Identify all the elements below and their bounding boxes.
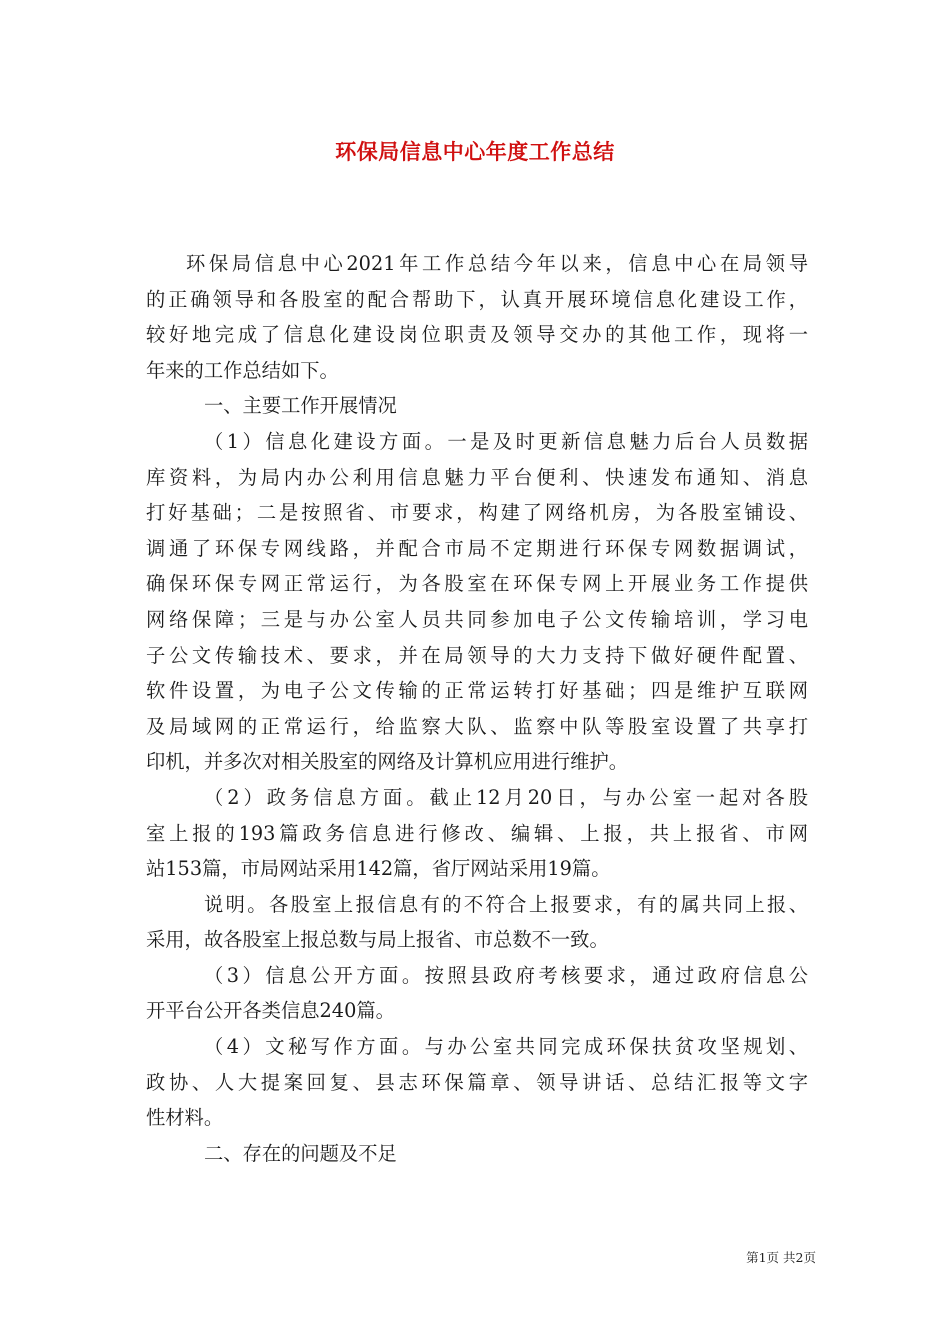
text-line: 说明。各股室上报信息有的不符合上报要求，有的属共同上报、 [204, 892, 808, 916]
text-line: 年来的工作总结如下。 [146, 358, 339, 382]
text-line: 库资料，为局内办公利用信息魅力平台便利、快速发布通知、消息 [146, 465, 808, 489]
page-number: 第1页 共2页 [746, 1250, 816, 1265]
text-line: （1）信息化建设方面。一是及时更新信息魅力后台人员数据 [204, 429, 808, 453]
item-2-paragraph [146, 780, 808, 887]
item-4-paragraph [146, 1029, 808, 1136]
item-3-paragraph [146, 958, 808, 1029]
text-line: 较好地完成了信息化建设岗位职责及领导交办的其他工作，现将一 [146, 323, 808, 347]
text-line: 的正确领导和各股室的配合帮助下，认真开展环境信息化建设工作， [146, 287, 808, 311]
text-line: 子公文传输技术、要求，并在局领导的大力支持下做好硬件配置、 [146, 643, 808, 667]
text-line: （3）信息公开方面。按照县政府考核要求，通过政府信息公 [204, 963, 808, 987]
text-line: 软件设置，为电子公文传输的正常运转打好基础；四是维护互联网 [146, 679, 808, 703]
text-line: 环保局信息中心2021年工作总结今年以来，信息中心在局领导 [186, 252, 808, 275]
text-line: 及局域网的正常运行，给监察大队、监察中队等股室设置了共享打 [146, 714, 808, 738]
text-line: 印机，并多次对相关股室的网络及计算机应用进行维护。 [146, 750, 629, 774]
text-line: 站153篇，市局网站采用142篇，省厅网站采用19篇。 [146, 857, 611, 881]
text-line: （2）政务信息方面。截止12月20日，与办公室一起对各股 [204, 785, 808, 809]
note-paragraph [146, 887, 808, 958]
text-line: 网络保障；三是与办公室人员共同参加电子公文传输培训，学习电 [146, 607, 808, 631]
text-line: （4）文秘写作方面。与办公室共同完成环保扶贫攻坚规划、 [204, 1035, 808, 1059]
text-line: 打好基础；二是按照省、市要求，构建了网络机房，为各股室铺设、 [146, 501, 808, 525]
text-line: 政协、人大提案回复、县志环保篇章、领导讲话、总结汇报等文字 [146, 1070, 808, 1094]
section-heading-1: 一、主要工作开展情况 [204, 394, 397, 418]
intro-paragraph [146, 246, 808, 388]
text-line: 性材料。 [146, 1106, 224, 1130]
text-line: 室上报的193篇政务信息进行修改、编辑、上报，共上报省、市网 [146, 821, 808, 845]
text-line: 开平台公开各类信息240篇。 [146, 999, 395, 1023]
item-1-paragraph [146, 424, 808, 780]
text-line: 调通了环保专网线路，并配合市局不定期进行环保专网数据调试， [146, 536, 808, 560]
document-title: 环保局信息中心年度工作总结 [335, 140, 615, 164]
document-body [146, 246, 808, 1171]
text-line: 采用，故各股室上报总数与局上报省、市总数不一致。 [146, 928, 609, 952]
section-heading-2: 二、存在的问题及不足 [204, 1141, 397, 1165]
text-line: 确保环保专网正常运行，为各股室在环保专网上开展业务工作提供 [146, 572, 808, 596]
